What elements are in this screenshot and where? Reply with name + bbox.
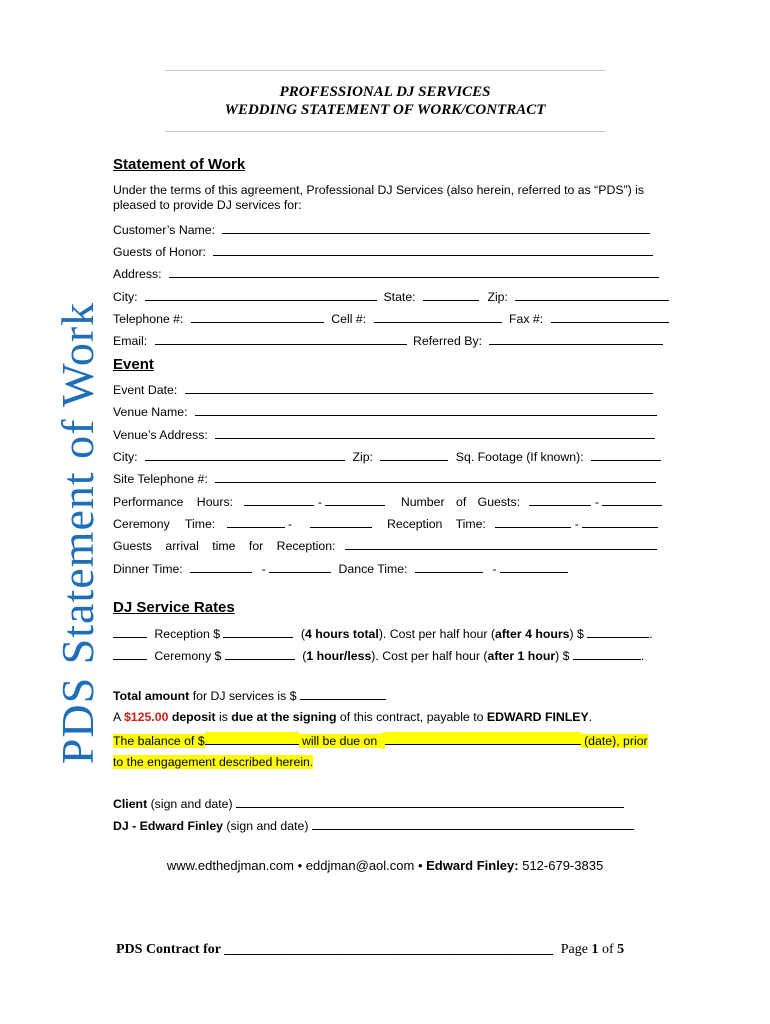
deposit-amount: $125.00	[123, 710, 169, 724]
top-rule	[165, 70, 605, 71]
site-tel-label: Site Telephone #:	[113, 472, 208, 486]
of-contract: of this contract, payable to	[336, 710, 487, 724]
dj-bold: DJ - Edward Finley	[113, 819, 224, 833]
guests-num-start-field[interactable]	[529, 493, 591, 506]
footer-page-total: 5	[617, 942, 625, 957]
balance-date-field[interactable]	[385, 732, 581, 745]
customer-name-row	[113, 221, 650, 238]
rates-heading: DJ Service Rates	[113, 599, 235, 616]
contact-name: Edward Finley:	[426, 858, 519, 873]
reception-rest: ). Cost per half hour (	[378, 627, 495, 641]
zip-label: Zip:	[487, 290, 508, 304]
dinner-label: Dinner Time:	[113, 562, 183, 576]
event-city-label: City:	[113, 450, 138, 464]
ceremony-qty-field[interactable]	[113, 647, 147, 660]
ceremony-row	[113, 515, 658, 532]
state-field[interactable]	[423, 288, 479, 301]
client-sign-row	[113, 795, 624, 812]
sow-intro-1: Under the terms of this agreement, Professional DJ Services (also herein, referred to as “PDS”) is	[113, 183, 645, 197]
dance-dash: -	[492, 562, 497, 576]
balance-text-4: to the engagement described herein.	[113, 755, 314, 769]
perf-dash: -	[317, 495, 322, 509]
dinner-end-field[interactable]	[269, 560, 331, 573]
guests-honor-field[interactable]	[213, 243, 653, 256]
ceremony-hours: 1 hour/less	[306, 649, 372, 663]
doc-title-line2: WEDDING STATEMENT OF WORK/CONTRACT	[224, 102, 546, 118]
event-date-field[interactable]	[185, 381, 653, 394]
referred-label: Referred By:	[413, 334, 483, 348]
dj-rest: (sign and date)	[223, 819, 312, 833]
side-title: PDS Statement of Work	[52, 301, 103, 765]
footer-page-num: 1	[591, 942, 599, 957]
venue-name-row	[113, 403, 657, 420]
reception-end-field[interactable]	[582, 515, 658, 528]
guests-num-label: Number of Guests:	[400, 495, 521, 509]
address-field[interactable]	[169, 265, 659, 278]
client-rest: (sign and date)	[147, 797, 237, 811]
address-row	[113, 265, 659, 282]
balance-amount-field[interactable]	[205, 732, 299, 745]
ceremony-dash: -	[288, 517, 293, 531]
referred-field[interactable]	[489, 332, 663, 345]
ceremony-rate-label: Ceremony $	[154, 649, 222, 663]
email-label: Email:	[113, 334, 148, 348]
reception-start-field[interactable]	[495, 515, 571, 528]
ceremony-close-dollar: ) $	[555, 649, 570, 663]
event-city-row	[113, 448, 661, 465]
footer-label: PDS Contract for	[116, 942, 225, 957]
ceremony-end-field[interactable]	[310, 515, 372, 528]
event-city-field[interactable]	[145, 448, 345, 461]
bottom-rule	[165, 131, 605, 132]
perf-hours-label: Performance Hours:	[113, 495, 234, 509]
state-label: State:	[383, 290, 416, 304]
dj-sign-field[interactable]	[312, 817, 634, 830]
footer-blank: _______________________________________________	[224, 942, 554, 957]
fax-field[interactable]	[551, 310, 669, 323]
contact-line	[0, 858, 770, 873]
event-date-label: Event Date:	[113, 383, 178, 397]
venue-address-label: Venue’s Address:	[113, 428, 208, 442]
footer	[116, 942, 624, 958]
fax-label: Fax #:	[508, 312, 544, 326]
balance-row-2	[113, 754, 313, 770]
total-row	[113, 687, 386, 704]
site-tel-row	[113, 470, 656, 487]
event-zip-field[interactable]	[380, 448, 448, 461]
dance-label: Dance Time:	[338, 562, 408, 576]
reception-rate-row	[113, 625, 653, 642]
dinner-start-field[interactable]	[190, 560, 252, 573]
perf-end-field[interactable]	[325, 493, 385, 506]
ceremony-rest: ). Cost per half hour (	[371, 649, 488, 663]
ceremony-rate-row	[113, 647, 644, 664]
guests-num-end-field[interactable]	[602, 493, 662, 506]
client-sign-field[interactable]	[236, 795, 624, 808]
ceremony-time-label: Ceremony Time:	[113, 517, 216, 531]
guests-honor-row	[113, 243, 653, 260]
perf-row	[113, 493, 662, 510]
deposit-word: deposit	[168, 710, 216, 724]
total-rest: for DJ services is $	[189, 689, 297, 703]
cell-field[interactable]	[374, 310, 502, 323]
balance-text-1: The balance of $	[113, 734, 205, 748]
email-field[interactable]	[155, 332, 407, 345]
sow-intro-2: pleased to provide DJ services for:	[113, 198, 302, 212]
venue-address-row	[113, 426, 655, 443]
customer-name-label: Customer’s Name:	[113, 223, 216, 237]
telephone-label: Telephone #:	[113, 312, 184, 326]
contact-phone: 512-679-3835	[518, 858, 604, 873]
event-date-row	[113, 381, 653, 398]
reception-after: after 4 hours	[495, 627, 570, 641]
contact-website[interactable]: www.edthedjman.com	[166, 858, 294, 873]
balance-text-3: (date), prior	[580, 734, 648, 748]
deposit-row	[113, 709, 592, 725]
deposit-is: is	[215, 710, 232, 724]
sow-heading: Statement of Work	[113, 156, 246, 173]
ceremony-half-hour-field[interactable]	[573, 647, 641, 660]
perf-start-field[interactable]	[244, 493, 314, 506]
reception-time-label: Reception Time:	[387, 517, 486, 531]
reception-hours: 4 hours total	[305, 627, 379, 641]
footer-page-word: Page	[560, 942, 592, 957]
site-tel-field[interactable]	[215, 470, 656, 483]
ceremony-period: .	[640, 649, 645, 663]
event-zip-label: Zip:	[352, 450, 373, 464]
city-label: City:	[113, 290, 138, 304]
contact-bullet-1: •	[293, 858, 306, 873]
sqft-label: Sq. Footage (If known):	[455, 450, 584, 464]
dance-start-field[interactable]	[415, 560, 483, 573]
total-field[interactable]	[300, 687, 386, 700]
dj-sign-row	[113, 817, 634, 834]
contact-bullet-2: •	[414, 858, 427, 873]
contact-email[interactable]: eddjman@aol.com	[305, 858, 415, 873]
due-signing: due at the signing	[231, 710, 337, 724]
ceremony-open-paren: (	[302, 649, 307, 663]
reception-rate-label: Reception $	[154, 627, 221, 641]
venue-address-field[interactable]	[215, 426, 655, 439]
phone-row	[113, 310, 669, 327]
balance-text-2: will be due on	[298, 734, 381, 748]
reception-open-paren: (	[300, 627, 306, 641]
city-state-zip-row	[113, 288, 669, 305]
dance-end-field[interactable]	[500, 560, 568, 573]
doc-title-line1: PROFESSIONAL DJ SERVICES	[279, 84, 491, 100]
dinner-row	[113, 560, 568, 577]
cell-label: Cell #:	[331, 312, 367, 326]
balance-row	[113, 732, 648, 749]
city-field[interactable]	[145, 288, 377, 301]
arrival-row	[113, 537, 657, 554]
zip-field[interactable]	[515, 288, 669, 301]
reception-rate-field[interactable]	[223, 625, 293, 638]
total-bold: Total amount	[113, 689, 190, 703]
reception-qty-field[interactable]	[113, 625, 147, 638]
deposit-a: A	[113, 710, 124, 724]
client-bold: Client	[113, 797, 148, 811]
arrival-label: Guests arrival time for Reception:	[113, 539, 336, 553]
ceremony-rate-field[interactable]	[225, 647, 295, 660]
ceremony-start-field[interactable]	[227, 515, 285, 528]
address-label: Address:	[113, 267, 162, 281]
reception-close-dollar: ) $	[569, 627, 584, 641]
payee: EDWARD FINLEY	[486, 710, 589, 724]
event-heading: Event	[113, 356, 154, 373]
guests-honor-label: Guests of Honor:	[113, 245, 206, 259]
venue-name-field[interactable]	[195, 403, 657, 416]
reception-half-hour-field[interactable]	[587, 625, 649, 638]
arrival-field[interactable]	[345, 537, 657, 550]
customer-name-field[interactable]	[222, 221, 650, 234]
reception-period: .	[649, 627, 653, 641]
sqft-field[interactable]	[591, 448, 661, 461]
deposit-period: .	[588, 710, 593, 724]
footer-of-word: of	[598, 942, 618, 957]
ceremony-after: after 1 hour	[487, 649, 556, 663]
reception-dash: -	[574, 517, 579, 531]
guests-dash: -	[594, 495, 599, 509]
email-row	[113, 332, 663, 349]
telephone-field[interactable]	[191, 310, 324, 323]
venue-name-label: Venue Name:	[113, 405, 188, 419]
dinner-dash: -	[261, 562, 266, 576]
